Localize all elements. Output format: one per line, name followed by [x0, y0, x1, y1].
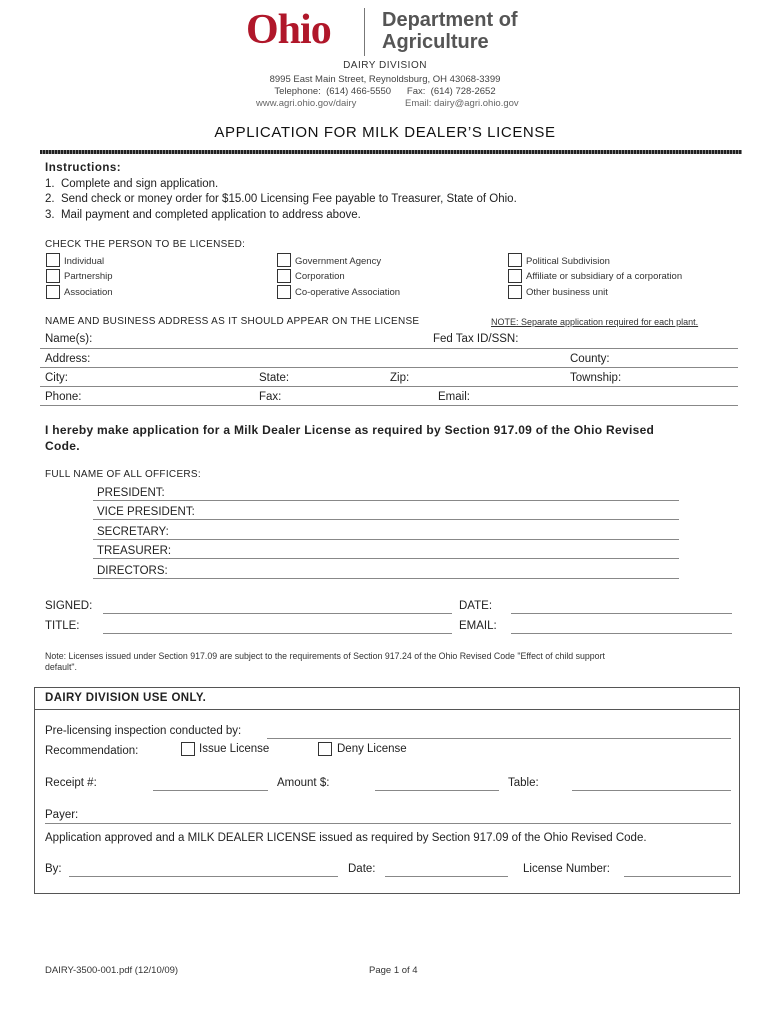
amount-label: Amount $:	[277, 777, 330, 789]
logo-divider	[364, 8, 365, 56]
title-input-line[interactable]	[103, 633, 452, 634]
signer-email-input-line[interactable]	[511, 633, 732, 634]
application-statement: I hereby make application for a Milk Dealer License as required by Section 917.09 of the Ohio Revised	[45, 423, 655, 437]
names-input-line[interactable]	[40, 348, 738, 349]
option-label: Co-operative Association	[295, 287, 401, 298]
instruction-item: 1. Complete and sign application.	[45, 178, 219, 190]
checkbox-partnership[interactable]	[46, 269, 60, 283]
application-statement-end: Code.	[45, 439, 80, 453]
officer-role-label: TREASURER:	[97, 545, 172, 557]
office-use-heading-rule	[34, 709, 740, 710]
city-label: City:	[45, 372, 68, 384]
licensee-heading: CHECK THE PERSON TO BE LICENSED:	[45, 239, 246, 250]
treasurer-input-line[interactable]	[93, 558, 679, 559]
date-input-line[interactable]	[511, 613, 732, 614]
approval-date-label: Date:	[348, 863, 376, 875]
license-number-label: License Number:	[523, 863, 610, 875]
president-input-line[interactable]	[93, 500, 679, 501]
table-input-line[interactable]	[572, 790, 731, 791]
zip-label: Zip:	[390, 372, 410, 384]
office-use-heading: DAIRY DIVISION USE ONLY.	[45, 692, 207, 704]
checkbox-deny-license[interactable]	[318, 742, 332, 756]
form-title: APPLICATION FOR MILK DEALER’S LICENSE	[214, 124, 556, 141]
payer-label: Payer:	[45, 809, 79, 821]
option-label: Political Subdivision	[526, 256, 610, 267]
city-input-line[interactable]	[40, 386, 738, 387]
division-name: DAIRY DIVISION	[343, 60, 427, 71]
vice-president-input-line[interactable]	[93, 519, 679, 520]
division-email[interactable]: Email: dairy@agri.ohio.gov	[405, 98, 519, 109]
officer-role-label: PRESIDENT:	[97, 487, 165, 499]
signer-email-label: EMAIL:	[459, 620, 497, 632]
option-label: Government Agency	[295, 256, 382, 267]
checkbox-cooperative-association[interactable]	[277, 285, 291, 299]
names-label: Name(s):	[45, 333, 93, 345]
signature-input-line[interactable]	[103, 613, 452, 614]
signed-label: SIGNED:	[45, 600, 93, 612]
checkbox-issue-license[interactable]	[181, 742, 195, 756]
license-number-input-line[interactable]	[624, 876, 731, 877]
department-line-1: Department of	[382, 9, 518, 31]
child-support-note: Note: Licenses issued under Section 917.09 are subject to the requirements of Section 917.24 of the Ohio Revised Code "Effect of child support	[45, 651, 605, 661]
secretary-input-line[interactable]	[93, 539, 679, 540]
business-note: NOTE: Separate application required for each plant.	[491, 317, 699, 327]
officer-role-label: VICE PRESIDENT:	[97, 506, 195, 518]
date-label: DATE:	[459, 600, 493, 612]
deny-license-label: Deny License	[337, 743, 407, 755]
form-id: DAIRY-3500-001.pdf (12/10/09)	[45, 965, 179, 976]
amount-input-line[interactable]	[375, 790, 499, 791]
fed-tax-label: Fed Tax ID/SSN:	[433, 333, 519, 345]
issue-license-label: Issue License	[199, 743, 270, 755]
phone-label: Phone:	[45, 391, 82, 403]
inspection-label: Pre-licensing inspection conducted by:	[45, 725, 242, 737]
option-label: Partnership	[64, 271, 113, 282]
title-label: TITLE:	[45, 620, 80, 632]
address-input-line[interactable]	[40, 367, 738, 368]
email-label: Email:	[438, 391, 470, 403]
recommendation-label: Recommendation:	[45, 745, 139, 757]
address-label: Address:	[45, 353, 91, 365]
checkbox-other-business-unit[interactable]	[508, 285, 522, 299]
title-rule	[40, 150, 742, 154]
payer-input-line[interactable]	[45, 823, 731, 824]
instructions-heading: Instructions:	[45, 162, 122, 174]
division-address: 8995 East Main Street, Reynoldsburg, OH 43068-3399	[269, 74, 501, 85]
option-label: Individual	[64, 256, 105, 267]
checkbox-individual[interactable]	[46, 253, 60, 267]
division-phone-fax: Telephone: (614) 466-5550 Fax: (614) 728-2652	[274, 86, 496, 97]
county-label: County:	[570, 353, 610, 365]
ohio-logo-wordmark: Ohio	[246, 7, 331, 53]
phone-input-line[interactable]	[40, 405, 738, 406]
division-website[interactable]: www.agri.ohio.gov/dairy	[256, 98, 357, 109]
option-label: Other business unit	[526, 287, 608, 298]
child-support-note-end: default".	[45, 662, 77, 672]
instruction-item: 2. Send check or money order for $15.00 Licensing Fee payable to Treasurer, State of Ohio.	[45, 193, 517, 205]
table-label: Table:	[508, 777, 539, 789]
state-label: State:	[259, 372, 290, 384]
option-label: Association	[64, 287, 113, 298]
approval-date-input-line[interactable]	[385, 876, 508, 877]
page-number: Page 1 of 4	[369, 965, 418, 976]
approval-statement: Application approved and a MILK DEALER LICENSE issued as required by Section 917.09 of the Ohio Revised Code.	[45, 832, 647, 844]
by-input-line[interactable]	[69, 876, 338, 877]
fax-label: Fax:	[259, 391, 282, 403]
option-label: Affiliate or subsidiary of a corporation	[526, 271, 683, 282]
department-name	[382, 9, 518, 53]
option-label: Corporation	[295, 271, 345, 282]
officers-heading: FULL NAME OF ALL OFFICERS:	[45, 469, 201, 480]
checkbox-government-agency[interactable]	[277, 253, 291, 267]
checkbox-association[interactable]	[46, 285, 60, 299]
instruction-item: 3. Mail payment and completed application to address above.	[45, 209, 361, 221]
business-heading: NAME AND BUSINESS ADDRESS AS IT SHOULD APPEAR ON THE LICENSE	[45, 316, 420, 327]
inspection-input-line[interactable]	[267, 738, 731, 739]
department-line-2: Agriculture	[382, 31, 489, 53]
receipt-label: Receipt #:	[45, 777, 97, 789]
township-label: Township:	[570, 372, 622, 384]
directors-input-line[interactable]	[93, 578, 679, 579]
officer-role-label: SECRETARY:	[97, 526, 169, 538]
receipt-input-line[interactable]	[153, 790, 268, 791]
officer-role-label: DIRECTORS:	[97, 565, 168, 577]
checkbox-affiliate-subsidiary[interactable]	[508, 269, 522, 283]
by-label: By:	[45, 863, 62, 875]
checkbox-corporation[interactable]	[277, 269, 291, 283]
checkbox-political-subdivision[interactable]	[508, 253, 522, 267]
